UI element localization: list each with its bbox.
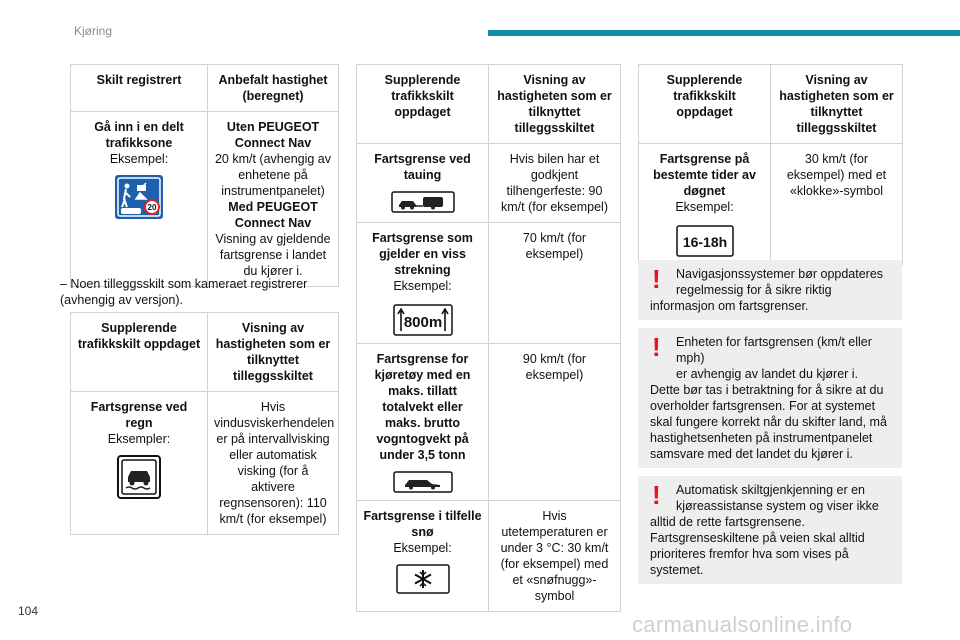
- table-cell: [208, 112, 339, 287]
- header-accent-bar: [488, 30, 960, 36]
- example-label: Eksempel:: [393, 541, 452, 555]
- table-cell: [489, 344, 621, 501]
- sign-name: Gå inn i en delt trafikksone: [94, 120, 184, 150]
- supplementary-sign-table-rain: [70, 312, 339, 535]
- warning-icon: !: [652, 332, 661, 362]
- speed-description: 20 km/t (avhengig av enhetene på instrumentpanelet): [214, 152, 332, 198]
- table-header: Supplerende trafikkskilt oppdaget: [71, 313, 208, 392]
- table-cell: [489, 501, 621, 612]
- sign-speed-text: 20: [147, 203, 157, 212]
- table-cell: [639, 144, 771, 265]
- table-cell: [771, 144, 903, 265]
- sign-name: Fartsgrense for kjøretøy med en maks. tillatt totalvekt eller maks. brutto vogntogvekt på under 3,5 tonn: [374, 352, 471, 462]
- table-cell: [489, 223, 621, 344]
- warning-box-speed-unit: [638, 328, 902, 468]
- table-cell: [208, 392, 339, 535]
- table-cell: [489, 144, 621, 223]
- distance-sign-icon: [363, 304, 482, 336]
- variant-label: Uten PEUGEOT Connect Nav: [226, 120, 320, 150]
- table-header: Supplerende trafikkskilt oppdaget: [357, 65, 489, 144]
- example-label: Eksempler:: [107, 432, 171, 446]
- table-cell: [71, 392, 208, 535]
- variant-label: Med PEUGEOT Connect Nav: [228, 200, 318, 230]
- snowflake-sign-icon: [363, 564, 482, 594]
- warning-text: er avhengig av landet du kjører i.: [676, 367, 859, 381]
- warning-text: Navigasjonssystemer bør oppdateres: [676, 267, 884, 281]
- table-header: Skilt registrert: [71, 65, 208, 112]
- warning-icon: !: [652, 264, 661, 294]
- sign-name: Fartsgrense på bestemte tider av døgnet: [653, 152, 756, 198]
- supplementary-sign-table-time: [638, 64, 903, 265]
- time-sign-text: 16-18h: [682, 234, 727, 250]
- warning-text: Dette bør tas i betraktning for å sikre at du overholder fartsgrensen. For at systemet skal fungere korrekt når du skifter land, må hastighetsenheten på instrumentpanelet samsvare med det landet du kjører i.: [650, 383, 887, 461]
- example-label: Eksempel:: [675, 200, 734, 214]
- warning-text: kjøreassistanse system og viser ikke alltid de rette fartsgrensene.: [650, 499, 879, 529]
- speed-description: Hvis bilen har et godkjent tilhengerfeste: 90 km/t (for eksempel): [501, 152, 608, 214]
- table-cell: [357, 344, 489, 501]
- warning-text: Automatisk skiltgjenkjenning er en: [676, 483, 865, 497]
- table-header: Anbefalt hastighet (beregnet): [208, 65, 339, 112]
- example-label: Eksempel:: [393, 279, 452, 293]
- warning-icon: !: [652, 480, 661, 510]
- time-period-sign-icon: [645, 225, 764, 257]
- table-header: Supplerende trafikkskilt oppdaget: [639, 65, 771, 144]
- towing-sign-icon: [363, 191, 482, 213]
- rain-sign-icon: [77, 455, 201, 499]
- warning-box-navigation: [638, 260, 902, 320]
- page-number: 104: [18, 604, 39, 618]
- distance-sign-text: 800m: [403, 314, 442, 331]
- speed-description: Visning av gjeldende fartsgrense i landet du kjører i.: [215, 232, 331, 278]
- table-header: Visning av hastigheten som er tilknyttet tilleggsskiltet: [208, 313, 339, 392]
- speed-description: Hvis utetemperaturen er under 3 °C: 30 km/t (for eksempel) med et «snøfnugg»-symbol: [500, 509, 609, 603]
- sign-name: Fartsgrense som gjelder en viss strekning: [372, 231, 473, 277]
- warning-text: regelmessig for å sikre riktig informasjon om fartsgrenser.: [650, 283, 832, 313]
- shared-zone-sign-icon: [77, 175, 201, 219]
- watermark: carmanualsonline.info: [632, 612, 853, 637]
- speed-description: 90 km/t (for eksempel): [522, 352, 587, 382]
- sign-name: Fartsgrense i tilfelle snø: [363, 509, 482, 539]
- table-header: Visning av hastigheten som er tilknyttet tilleggsskiltet: [771, 65, 903, 144]
- table-cell: [357, 144, 489, 223]
- table-cell: [357, 501, 489, 612]
- table-cell: [357, 223, 489, 344]
- recommended-speed-table: [70, 64, 339, 287]
- example-label: Eksempel:: [109, 152, 169, 166]
- speed-description: Hvis vindusviskerhendelen er på intervallvisking eller automatisk visking (for å aktivere regnsensoren): 110 km/t (for eksempel): [214, 400, 335, 526]
- vehicle-weight-sign-icon: [363, 471, 482, 493]
- speed-description: 70 km/t (for eksempel): [522, 231, 587, 261]
- warning-text: Fartsgrenseskiltene på veien skal alltid prioriteres fremfor hva som vises på systemet.: [650, 531, 865, 577]
- sign-name: Fartsgrense ved regn: [90, 400, 188, 430]
- section-title: Kjøring: [74, 24, 113, 38]
- table-cell: [71, 112, 208, 287]
- sign-name: Fartsgrense ved tauing: [374, 152, 471, 182]
- supplementary-sign-table-main: [356, 64, 621, 612]
- warning-box-sign-recognition: [638, 476, 902, 584]
- speed-description: 30 km/t (for eksempel) med et «klokke»-symbol: [786, 152, 887, 198]
- warning-text: Enheten for fartsgrensen (km/t eller mph): [676, 335, 872, 365]
- note-text: – Noen tilleggsskilt som kameraet registrerer (avhengig av versjon).: [60, 277, 308, 307]
- table-header: Visning av hastigheten som er tilknyttet tilleggsskiltet: [489, 65, 621, 144]
